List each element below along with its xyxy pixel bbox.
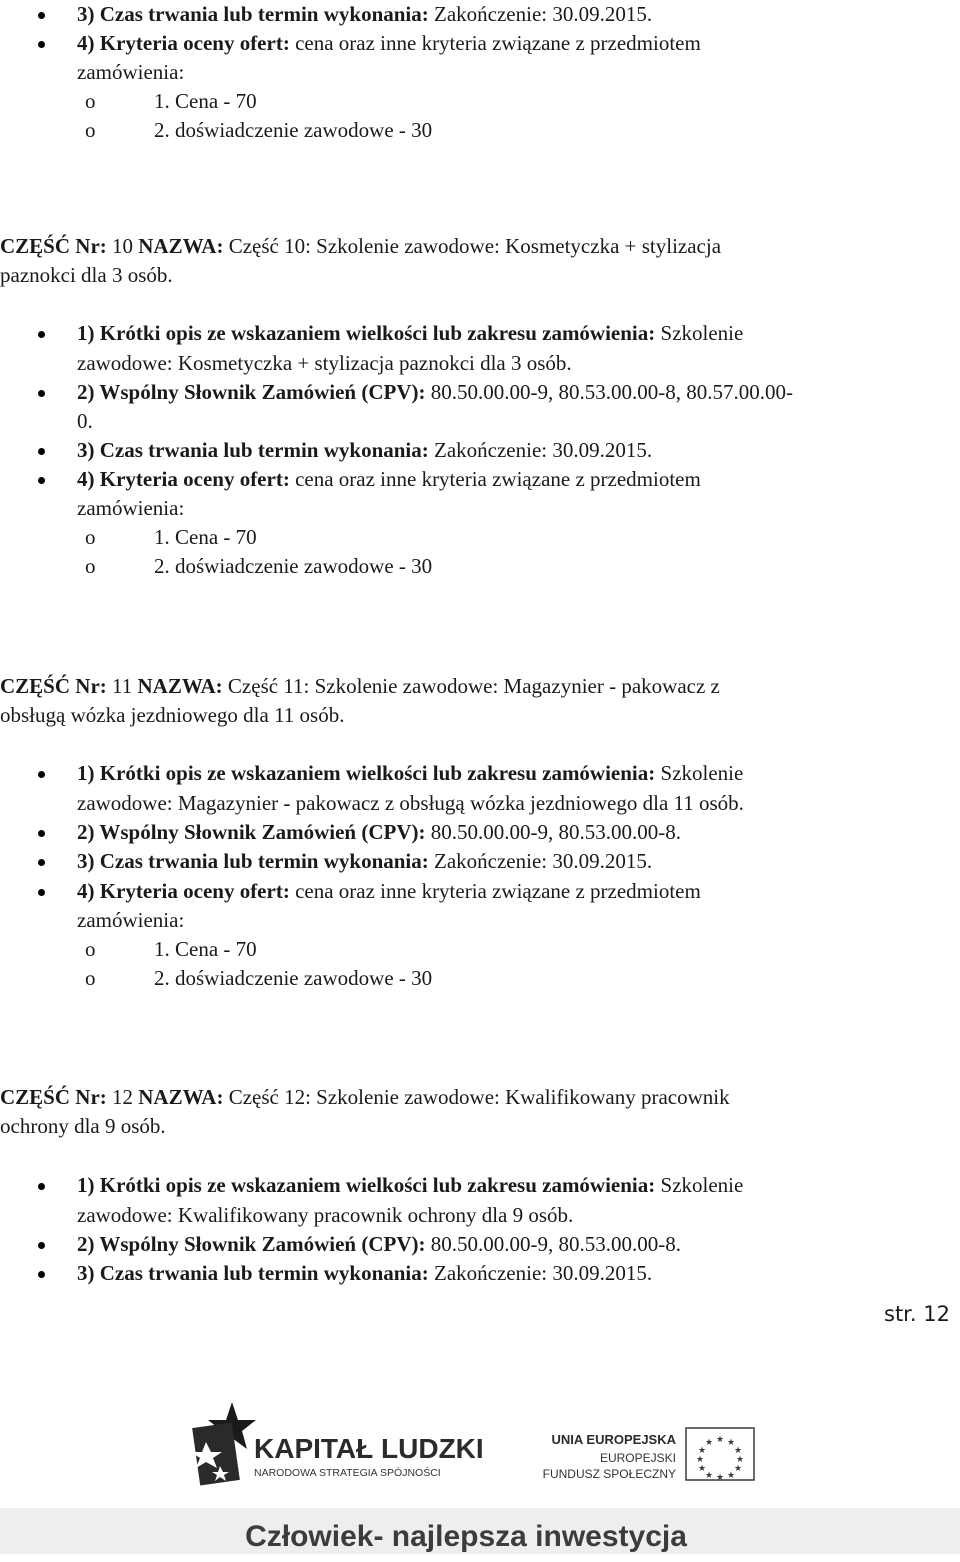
list-item-continuation: zawodowe: Magazynier - pakowacz z obsługą wózka jezdniowego dla 11 osób. — [77, 791, 744, 815]
list-item-continuation: zamówienia: — [77, 60, 185, 84]
list-item: 2) Wspólny Słownik Zamówień (CPV): 80.50.00.00-9, 80.53.00.00-8. — [77, 1232, 681, 1256]
bullet — [38, 12, 45, 19]
section-header-continuation: obsługą wózka jezdniowego dla 11 osób. — [0, 703, 345, 727]
list-item-continuation: zawodowe: Kwalifikowany pracownik ochrony dla 9 osób. — [77, 1203, 574, 1227]
bullet — [38, 859, 45, 866]
sub-bullet: o — [85, 118, 96, 142]
eu-flag-icon — [686, 1428, 754, 1483]
sub-bullet: o — [85, 966, 96, 990]
list-item-continuation: zamówienia: — [77, 908, 185, 932]
svg-text:★: ★ — [715, 1435, 725, 1445]
svg-text:★: ★ — [695, 1455, 705, 1465]
list-item-continuation: zawodowe: Kosmetyczka + stylizacja paznokci dla 3 osób. — [77, 351, 572, 375]
bullet — [38, 331, 45, 338]
list-item: 1) Krótki opis ze wskazaniem wielkości lub zakresu zamówienia: Szkolenie — [77, 761, 744, 785]
section-header-continuation: ochrony dla 9 osób. — [0, 1114, 166, 1138]
bullet — [38, 1183, 45, 1190]
list-item: 2) Wspólny Słownik Zamówień (CPV): 80.50.00.00-9, 80.53.00.00-8. — [77, 820, 681, 844]
list-item: 4) Kryteria oceny ofert: cena oraz inne kryteria związane z przedmiotem — [77, 31, 701, 55]
criterion-item: 2. doświadczenie zawodowe - 30 — [154, 118, 433, 142]
list-item: 1) Krótki opis ze wskazaniem wielkości lub zakresu zamówienia: Szkolenie — [77, 1173, 744, 1197]
criterion-item: 2. doświadczenie zawodowe - 30 — [154, 554, 433, 578]
section-header: CZĘŚĆ Nr: 11 NAZWA: Część 11: Szkolenie zawodowe: Magazynier - pakowacz z — [0, 674, 720, 698]
bullet — [38, 1271, 45, 1278]
criterion-item: 1. Cena - 70 — [154, 937, 257, 961]
sub-bullet: o — [85, 525, 96, 549]
page-number: str. 12 — [884, 1302, 950, 1326]
bullet — [38, 830, 45, 837]
svg-text:★: ★ — [704, 1438, 714, 1448]
slogan: Człowiek- najlepsza inwestycja — [245, 1520, 687, 1553]
bullet — [38, 41, 45, 48]
logo-right-line1: UNIA EUROPEJSKA — [551, 1432, 676, 1447]
list-item: 3) Czas trwania lub termin wykonania: Zakończenie: 30.09.2015. — [77, 1261, 653, 1285]
list-item: 2) Wspólny Słownik Zamówień (CPV): 80.50.00.00-9, 80.53.00.00-8, 80.57.00.00- — [77, 380, 793, 404]
list-item-continuation: zamówienia: — [77, 496, 185, 520]
bullet — [38, 448, 45, 455]
list-item: 1) Krótki opis ze wskazaniem wielkości lub zakresu zamówienia: Szkolenie — [77, 321, 744, 345]
bullet — [38, 477, 45, 484]
section-header: CZĘŚĆ Nr: 12 NAZWA: Część 12: Szkolenie zawodowe: Kwalifikowany pracownik — [0, 1085, 730, 1109]
logo-left-title: KAPITAŁ LUDZKI — [254, 1433, 484, 1464]
svg-text:★: ★ — [704, 1471, 714, 1481]
svg-text:★: ★ — [733, 1446, 743, 1456]
sub-bullet: o — [85, 937, 96, 961]
list-item: 3) Czas trwania lub termin wykonania: Zakończenie: 30.09.2015. — [77, 849, 653, 873]
criterion-item: 2. doświadczenie zawodowe - 30 — [154, 966, 433, 990]
section-header-continuation: paznokci dla 3 osób. — [0, 263, 173, 287]
list-item-continuation: 0. — [77, 409, 93, 433]
kapital-ludzki-emblem — [191, 1402, 256, 1486]
list-item: 3) Czas trwania lub termin wykonania: Zakończenie: 30.09.2015. — [77, 438, 653, 462]
criterion-item: 1. Cena - 70 — [154, 89, 257, 113]
svg-text:★: ★ — [726, 1471, 736, 1481]
list-item: 4) Kryteria oceny ofert: cena oraz inne kryteria związane z przedmiotem — [77, 879, 701, 903]
logo-right-line3: FUNDUSZ SPOŁECZNY — [542, 1467, 676, 1481]
list-item: 3) Czas trwania lub termin wykonania: Zakończenie: 30.09.2015. — [77, 2, 653, 26]
bullet — [38, 1242, 45, 1249]
svg-text:★: ★ — [697, 1464, 707, 1474]
bullet — [38, 889, 45, 896]
criterion-item: 1. Cena - 70 — [154, 525, 257, 549]
footer-logos — [0, 1380, 960, 1554]
list-item: 4) Kryteria oceny ofert: cena oraz inne kryteria związane z przedmiotem — [77, 467, 701, 491]
svg-text:★: ★ — [735, 1455, 745, 1465]
footer — [0, 1380, 960, 1554]
svg-text:★: ★ — [697, 1446, 707, 1456]
sub-bullet: o — [85, 554, 96, 578]
sub-bullet: o — [85, 89, 96, 113]
bullet — [38, 771, 45, 778]
logo-right-line2: EUROPEJSKI — [599, 1451, 676, 1465]
bullet — [38, 390, 45, 397]
svg-text:★: ★ — [726, 1438, 736, 1448]
section-header: CZĘŚĆ Nr: 10 NAZWA: Część 10: Szkolenie zawodowe: Kosmetyczka + stylizacja — [0, 234, 722, 258]
svg-text:★: ★ — [715, 1473, 725, 1483]
logo-left-subtitle: NARODOWA STRATEGIA SPÓJNOŚCI — [254, 1467, 441, 1479]
svg-text:★: ★ — [733, 1464, 743, 1474]
